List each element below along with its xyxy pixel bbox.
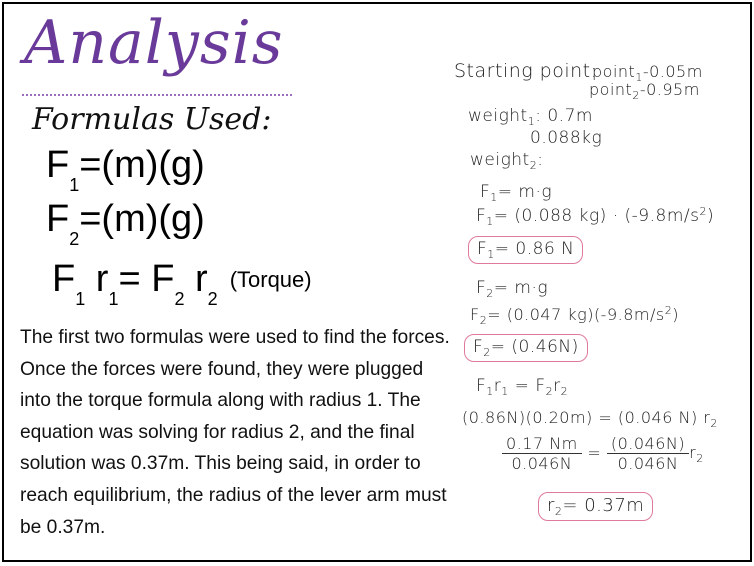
note-weight-2: weight$_2$: (470, 150, 544, 172)
formula-force-1: $F_1=(m)(g)$ (46, 144, 205, 195)
note-torque-substitution: (0.86N)(0.20m) = (0.046 N) $r_2$ (462, 408, 718, 430)
fraction-right: $\frac{(0.046N)}{0.046N}$ (607, 434, 689, 473)
note-f2-result: $F_2= (0.46N)$ (464, 334, 588, 362)
note-f1-formula: $F_1= m\cdot g$ (480, 182, 553, 204)
note-final-answer: $r_2= 0.37m$ (538, 492, 653, 521)
note-solve-fractions: $\frac{0.17 Nm}{0.046N}$ = $\frac{(0.046N)}{0.046N}$ $r_2$ (502, 434, 704, 473)
note-f2-formula: $F_2= m\cdot g$ (476, 278, 549, 300)
note-f2-substitution: $F_2= (0.047$ $kg)(-9.8m/s^2)$ (470, 304, 679, 327)
note-point-2: point$_2$-0.95m (589, 80, 700, 102)
note-point-1: point$_1$-0.05m (592, 62, 703, 84)
torque-label: (Torque) (229, 267, 312, 292)
title-divider (22, 94, 292, 96)
slide-title: Analysis (24, 8, 284, 78)
formula-force-2: $F_2=(m)(g)$ (46, 198, 205, 249)
note-starting-point: Starting point: (454, 60, 598, 82)
explanation-paragraph: The first two formulas were used to find the forces. Once the forces were found, they were plugged into the torque formula along with radius 1. The equation was solving for radius 2, and the final solution was 0.37m. This being said, in order to reach equilibrium, the radius of the lever arm must be 0.37m. (20, 327, 450, 538)
note-torque-formula: $F_1r_1 = F_2r_2$ (476, 376, 569, 398)
note-weight-1-kg: 0.088kg (530, 128, 603, 148)
note-f1-substitution: $F_1= (0.088$ $kg) \cdot (-9.8m/s^2)$ (476, 205, 715, 228)
note-f1-result: $F_1= 0.86$ N (468, 236, 583, 264)
fraction-left: $\frac{0.17 Nm}{0.046N}$ (502, 434, 582, 473)
note-weight-1: weight$_1$: 0.7m (468, 106, 593, 128)
slide (2, 2, 752, 562)
formulas-heading: Formulas Used: (32, 102, 272, 137)
formula-torque: $F_1$ $r_1= F_2$ $r_2(Torque)$ (52, 258, 312, 309)
